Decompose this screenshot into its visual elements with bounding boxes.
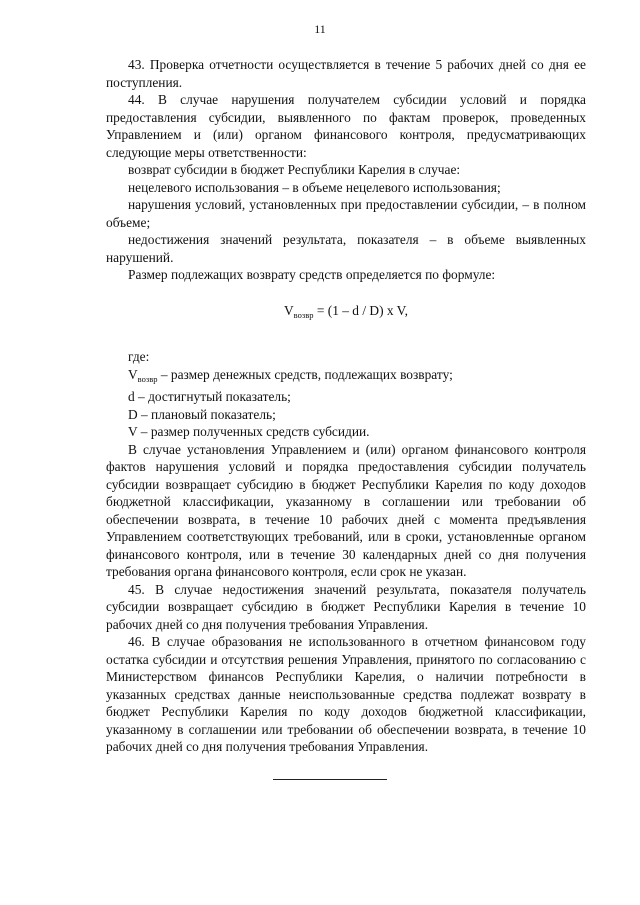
page-number: 11 [314,22,326,36]
paragraph-44: 44. В случае нарушения получателем субсидии условий и порядка предоставления субсидии, выявленного по фактам проверок, проведенных Управлением и (или) органом финансового контроля, предусматривающих следующие меры ответственности: [106,92,586,160]
paragraph-44-violation: нарушения условий, установленных при предоставлении субсидии, – в полном объеме; [106,197,586,230]
formula-v-subscript: возвр [293,309,314,320]
legend-intro: где: [128,349,150,364]
return-formula [106,302,586,325]
legend-v-return [106,366,586,389]
legend-V: V – размер полученных средств субсидии. [128,424,370,439]
paragraph-44-misuse: нецелевого использования – в объеме нецелевого использования; [128,179,501,195]
paragraph-44-enforcement: В случае установления Управлением и (или) органом финансового контроля фактов нарушения условий и порядка предоставления субсидии получатель субсидии возвращает субсидию в бюджет Республики Карелия по коду доходов бюджетной классификации, указанному в соглашении или требовании об обеспечении возврата, в течение 10 рабочих дней с момента предъявления Управлением соответствующих требований, или в сроки, установленные органом финансового контроля, или в течение 30 календарных дней со дня получения требования органа финансового контроля, если срок не указан. [106,441,586,579]
legend-v-subscript: возвр [137,373,158,384]
paragraph-44-return-case: возврат субсидии в бюджет Республики Карелия в случае: [128,162,461,177]
legend-D: D – плановый показатель; [128,406,276,422]
paragraph-44-nonachievement: недостижения значений результата, показателя – в объеме выявленных нарушений. [106,232,586,265]
formula-v-symbol: V [284,302,294,318]
legend-v-symbol: V [128,366,138,382]
paragraph-45: 45. В случае недостижения значений результата, показателя получатель субсидии возвращает субсидию в бюджет Республики Карелия в течение 10 рабочих дней со дня получения требования Управления. [106,581,586,632]
document-body [106,56,586,756]
paragraph-46: 46. В случае образования не использованного в отчетном финансовом году остатка субсидии и отсутствия решения Управления, принятого по согласованию с Министерством финансов Республики Карелия, о наличии потребности в указанных средствах данные неиспользованные средства подлежат возврату в бюджет Республики Карелия по коду доходов бюджетной классификации, указанному в соглашении или требовании об обеспечении возврата, в течение 10 рабочих дней со дня получения требования Управления. [106,634,586,754]
formula-expression: = (1 – d / D) x V, [313,302,408,318]
paragraph-44-formula-intro: Размер подлежащих возврату средств определяется по формуле: [128,267,496,282]
paragraph-43: 43. Проверка отчетности осуществляется в течение 5 рабочих дней со дня ее поступления. [106,57,586,90]
end-divider [273,779,387,780]
legend-d: d – достигнутый показатель; [128,389,291,404]
legend-v-description: – размер денежных средств, подлежащих возврату; [157,366,453,382]
formula-legend [106,348,586,441]
